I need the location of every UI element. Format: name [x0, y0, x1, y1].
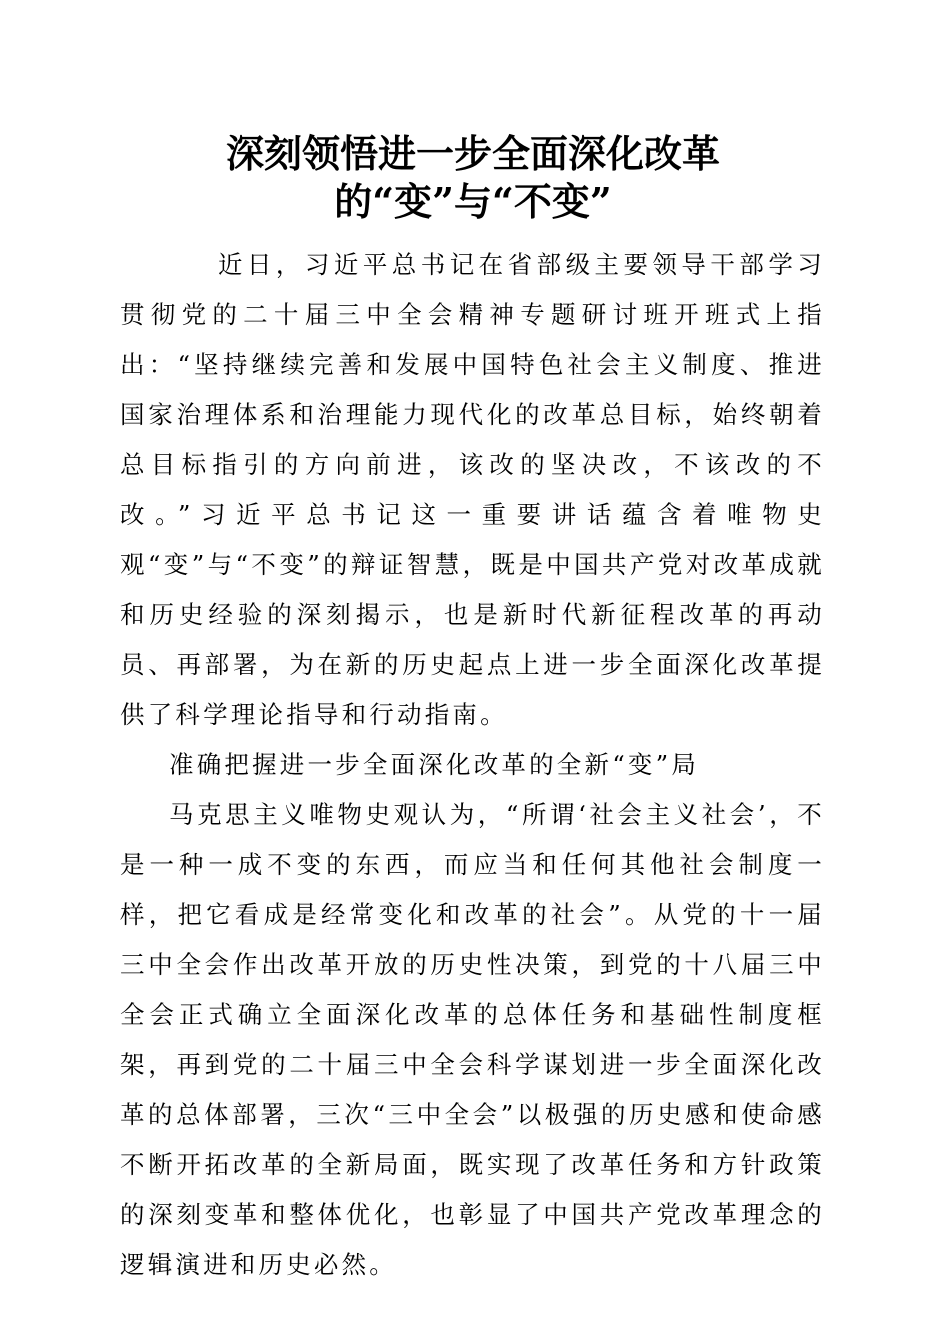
paragraph-intro: 近日，习近平总书记在省部级主要领导干部学习贯彻党的二十届三中全会精神专题研讨班开班式上指出：“坚持继续完善和发展中国特色社会主义制度、推进国家治理体系和治理能力现代化的改革总目标，始终朝着总目标指引的方向前进，该改的坚决改，不该改的不改。”习近平总书记这一重要讲话蕴含着唯物史观“变”与“不变”的辩证智慧，既是中国共产党对改革成就和历史经验的深刻揭示，也是新时代新征程改革的再动员、再部署，为在新的历史起点上进一步全面深化改革提供了科学理论指导和行动指南。 [120, 250, 825, 729]
document-title: 深刻领悟进一步全面深化改革的“变”与“不变” [225, 131, 720, 224]
document-body [120, 240, 825, 1290]
paragraph-marxism: 马克思主义唯物史观认为，“所谓‘社会主义社会’，不是一种一成不变的东西，而应当和任何其他社会制度一样，把它看成是经常变化和改革的社会”。从党的十一届三中全会作出改革开放的历史性决策，到党的十八届三中全会正式确立全面深化改革的总体任务和基础性制度框架，再到党的二十届三中全会科学谋划进一步全面深化改革的总体部署，三次“三中全会”以极强的历史感和使命感不断开拓改革的全新局面，既实现了改革任务和方针政策的深刻变革和整体优化，也彰显了中国共产党改革理念的逻辑演进和历史必然。 [120, 800, 825, 1279]
section-heading: 准确把握进一步全面深化改革的全新“变”局 [169, 750, 700, 779]
